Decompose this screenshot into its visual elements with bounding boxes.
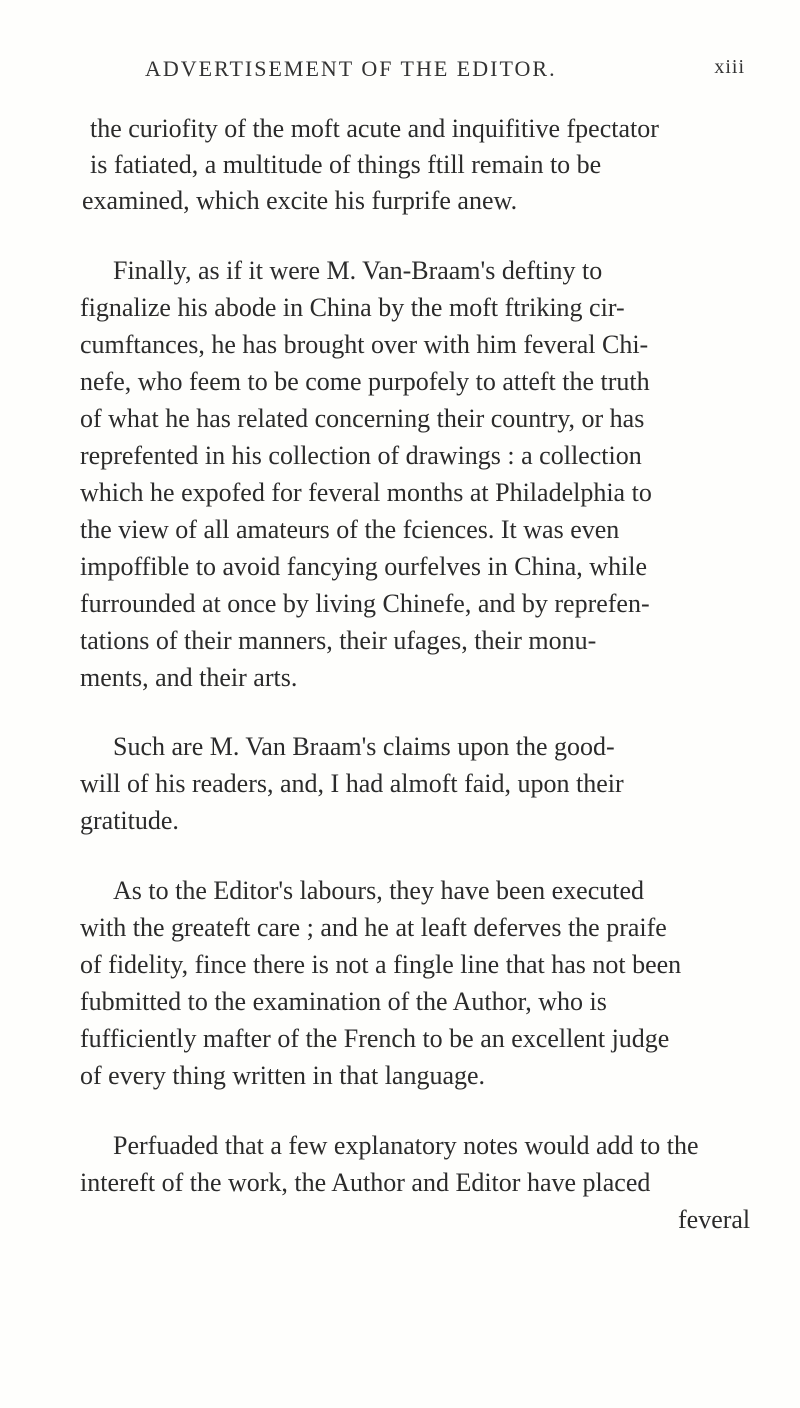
running-title: ADVERTISEMENT OF THE EDITOR. — [145, 56, 557, 81]
text-line: furrounded at once by living Chinefe, and by reprefen- — [80, 589, 650, 618]
text-line: tations of their manners, their ufages, their monu- — [80, 626, 597, 655]
text-line: As to the Editor's labours, they have been executed — [113, 876, 645, 905]
text-line: cumftances, he has brought over with him feveral Chi- — [80, 330, 649, 359]
text-line: gratitude. — [80, 806, 179, 835]
page-number: xiii — [714, 56, 745, 78]
text-line: Finally, as if it were M. Van-Braam's deftiny to — [113, 256, 603, 285]
text-line: with the greateft care ; and he at leaft deferves the praife — [80, 913, 667, 942]
text-line: intereft of the work, the Author and Editor have placed — [80, 1168, 651, 1197]
text-line: of fidelity, fince there is not a fingle line that has not been — [80, 950, 682, 979]
text-line: ments, and their arts. — [80, 663, 298, 692]
text-line: fufficiently mafter of the French to be an excellent judge — [80, 1024, 670, 1053]
text-line: will of his readers, and, I had almoft faid, upon their — [80, 769, 624, 798]
text-line: of every thing written in that language. — [80, 1061, 486, 1090]
text-line: is fatiated, a multitude of things ftill remain to be — [90, 150, 602, 179]
text-line: nefe, who feem to be come purpofely to atteft the truth — [80, 367, 650, 396]
text-line: fignalize his abode in China by the moft ftriking cir- — [80, 293, 625, 322]
text-line: the view of all amateurs of the fciences. It was even — [80, 515, 620, 544]
text-line: Such are M. Van Braam's claims upon the good- — [113, 732, 615, 761]
catchword: feveral — [678, 1205, 751, 1234]
running-head — [145, 56, 745, 96]
text-line: impoffible to avoid fancying ourfelves in China, while — [80, 552, 648, 581]
text-line: reprefented in his collection of drawings : a collection — [80, 441, 642, 470]
text-line: Perfuaded that a few explanatory notes would add to the — [113, 1131, 699, 1160]
text-line: the curiofity of the moft acute and inquifitive fpectator — [90, 114, 659, 143]
text-line: fubmitted to the examination of the Author, who is — [80, 987, 607, 1016]
text-line: which he expofed for feveral months at Philadelphia to — [80, 478, 652, 507]
text-line: of what he has related concerning their country, or has — [80, 404, 645, 433]
text-line: examined, which excite his furprife anew. — [82, 186, 518, 215]
